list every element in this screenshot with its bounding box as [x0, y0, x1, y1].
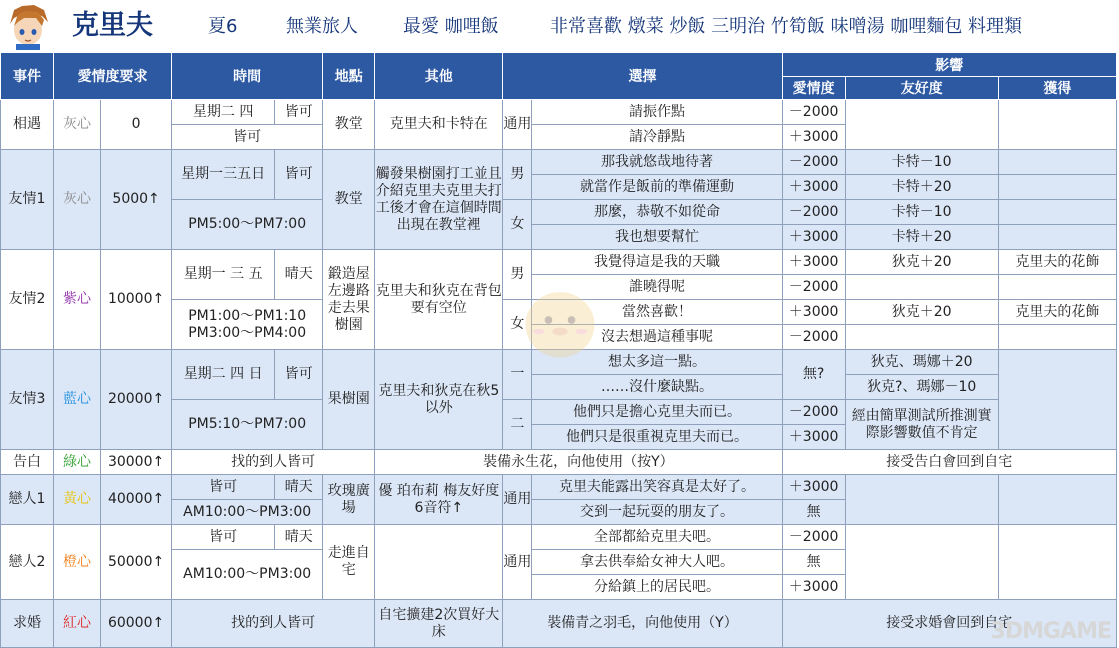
gain [998, 150, 1116, 175]
friendship-change [845, 275, 998, 300]
affection-change: ＋3000 [782, 575, 845, 600]
choice-text: 我也想要幫忙 [532, 225, 782, 250]
affection-requirement: 20000↑ [101, 350, 172, 450]
choice-text: 克里夫能露出笑容真是太好了。 [532, 475, 782, 500]
days: 星期一 三 五 [172, 250, 275, 300]
friendship-change: 卡特－10 [845, 150, 998, 175]
days: 皆可 [172, 475, 275, 500]
friendship-change [845, 475, 998, 525]
character-name: 克里夫 [72, 10, 153, 41]
gain [998, 350, 1116, 450]
time-range: 找的到人皆可 [172, 450, 375, 475]
event-name: 相遇 [1, 100, 54, 150]
influence-note: 接受求婚會回到自宅 [782, 600, 1116, 648]
table-row [1, 100, 1117, 125]
choice-group: 通用 [503, 100, 532, 150]
gain [998, 275, 1116, 300]
affection-change: ＋3000 [782, 425, 845, 450]
event-name: 友情1 [1, 150, 54, 250]
choice-group: 男 [503, 150, 532, 200]
other-condition: 克里夫和狄克在背包要有空位 [375, 250, 503, 350]
heart-level: 藍心 [54, 350, 101, 450]
heart-level: 紫心 [54, 250, 101, 350]
weather: 皆可 [275, 150, 323, 200]
gain: 克里夫的花飾 [998, 300, 1116, 325]
event-name: 求婚 [1, 600, 54, 648]
affection-change: 無? [782, 350, 845, 400]
choice-text: 沒去想過這種事呢 [532, 325, 782, 350]
table-row [1, 475, 1117, 500]
affection-change: ＋3000 [782, 300, 845, 325]
affection-change: －2000 [782, 150, 845, 175]
time-range: PM5:00～PM7:00 [172, 200, 323, 250]
place: 果樹園 [323, 350, 375, 450]
choice-group: 女 [503, 200, 532, 250]
weather: 晴天 [275, 525, 323, 550]
choice-group: 男 [503, 250, 532, 300]
choice-text: 當然喜歡！ [532, 300, 782, 325]
friendship-change: 狄克＋20 [845, 250, 998, 275]
gain [998, 525, 1116, 600]
character-header [0, 0, 1119, 52]
friendship-change [845, 325, 998, 350]
other-condition [375, 525, 503, 600]
affection-change: 無 [782, 550, 845, 575]
affection-change: －2000 [782, 325, 845, 350]
time-range: AM10:00～PM3:00 [172, 500, 323, 525]
col-event: 事件 [1, 53, 54, 100]
gain [998, 225, 1116, 250]
choice-text: 就當作是飯前的準備運動 [532, 175, 782, 200]
weather: 皆可 [275, 100, 323, 125]
affection-change: －2000 [782, 100, 845, 125]
time-range: PM5:10～PM7:00 [172, 400, 323, 450]
place: 教堂 [323, 150, 375, 250]
time-range: 找的到人皆可 [172, 600, 375, 648]
gain [998, 200, 1116, 225]
gain [998, 475, 1116, 525]
event-name: 戀人1 [1, 475, 54, 525]
gain: 克里夫的花飾 [998, 250, 1116, 275]
gain [998, 175, 1116, 200]
col-place: 地點 [323, 53, 375, 100]
friendship-note: 經由簡單測試所推測實際影響數值不肯定 [845, 400, 998, 450]
other-condition: 自宅擴建2次買好大床 [375, 600, 503, 648]
choice-text: 他們只是很重視克里夫而已。 [532, 425, 782, 450]
site-logo: 3DMGAME [990, 619, 1111, 644]
gain [998, 100, 1116, 150]
job: 無業旅人 [286, 16, 358, 37]
choice-text: ……沒什麼缺點。 [532, 375, 782, 400]
table-row [1, 450, 1117, 475]
choice-text: 分給鎮上的居民吧。 [532, 575, 782, 600]
choice-text: 我覺得這是我的天職 [532, 250, 782, 275]
event-name: 友情2 [1, 250, 54, 350]
friendship-change: 狄克＋20 [845, 300, 998, 325]
affection-requirement: 60000↑ [101, 600, 172, 648]
place: 教堂 [323, 100, 375, 150]
affection-requirement: 50000↑ [101, 525, 172, 600]
col-friendship: 友好度 [845, 77, 998, 100]
friendship-change: 卡特＋20 [845, 175, 998, 200]
affection-change: －2000 [782, 400, 845, 425]
friendship-change: 卡特－10 [845, 200, 998, 225]
days: 星期二 四 日 [172, 350, 275, 400]
gain [998, 325, 1116, 350]
affection-requirement: 40000↑ [101, 475, 172, 525]
choice-text: 拿去供奉給女神大人吧。 [532, 550, 782, 575]
liked-gifts: 非常喜歡 燉菜 炒飯 三明治 竹筍飯 味噌湯 咖哩麵包 料理類 [550, 16, 1023, 37]
col-gain: 獲得 [998, 77, 1116, 100]
choice-text: 想太多這一點。 [532, 350, 782, 375]
choice-group: 通用 [503, 525, 532, 600]
place: 玫瑰廣場 [323, 475, 375, 525]
weather: 晴天 [275, 475, 323, 500]
choice-group: 通用 [503, 475, 532, 525]
choice-text: 誰曉得呢 [532, 275, 782, 300]
col-other: 其他 [375, 53, 503, 100]
favorite-gift: 最愛 咖哩飯 [403, 16, 499, 37]
affection-requirement: 10000↑ [101, 250, 172, 350]
choice-text: 那我就悠哉地待著 [532, 150, 782, 175]
col-choice: 選擇 [503, 53, 782, 100]
weather: 皆可 [275, 350, 323, 400]
affection-change: －2000 [782, 525, 845, 550]
choice-text: 交到一起玩耍的朋友了。 [532, 500, 782, 525]
choice-group: 女 [503, 300, 532, 350]
heart-level: 橙心 [54, 525, 101, 600]
mascot-watermark-icon [512, 272, 608, 368]
days: 星期二 四 [172, 100, 275, 125]
affection-change: ＋3000 [782, 125, 845, 150]
choice-text: 他們只是擔心克里夫而已。 [532, 400, 782, 425]
choice-text: 全部都給克里夫吧。 [532, 525, 782, 550]
heart-level: 灰心 [54, 150, 101, 250]
affection-requirement: 5000↑ [101, 150, 172, 250]
affection-change: ＋3000 [782, 475, 845, 500]
table-row [1, 150, 1117, 175]
choice-group: 二 [503, 400, 532, 450]
birthday: 夏6 [208, 16, 238, 37]
time-range: PM1:00～PM1:10 PM3:00～PM4:00 [172, 300, 323, 350]
heart-level: 紅心 [54, 600, 101, 648]
other-condition: 克里夫和卡特在 [375, 100, 503, 150]
days: 星期一三五日 [172, 150, 275, 200]
affection-change: 無 [782, 500, 845, 525]
table-row [1, 250, 1117, 275]
event-name: 告白 [1, 450, 54, 475]
affection-change: ＋3000 [782, 250, 845, 275]
choice-text: 請振作點 [532, 100, 782, 125]
heart-level: 灰心 [54, 100, 101, 150]
friendship-change [845, 100, 998, 150]
friendship-change [845, 525, 998, 600]
choice-text: 裝備青之羽毛，向他使用（Y） [503, 600, 782, 648]
affection-change: －2000 [782, 275, 845, 300]
character-avatar [4, 2, 52, 50]
time-range: 皆可 [172, 125, 323, 150]
affection-change: ＋3000 [782, 225, 845, 250]
weather: 晴天 [275, 250, 323, 300]
col-affection: 愛情度 [782, 77, 845, 100]
col-affection-req: 愛情度要求 [54, 53, 172, 100]
days: 皆可 [172, 525, 275, 550]
friendship-change: 狄克?、瑪娜－10 [845, 375, 998, 400]
other-condition: 裝備永生花，向他使用（按Y） [375, 450, 782, 475]
event-name: 友情3 [1, 350, 54, 450]
friendship-change: 狄克、瑪娜＋20 [845, 350, 998, 375]
col-time: 時間 [172, 53, 323, 100]
place: 鍛造屋左邊路走去果樹園 [323, 250, 375, 350]
influence-note: 接受告白會回到自宅 [782, 450, 1116, 475]
choice-group: 一 [503, 350, 532, 400]
affection-change: －2000 [782, 200, 845, 225]
choice-text: 那麼，恭敬不如從命 [532, 200, 782, 225]
time-range: AM10:00～PM3:00 [172, 550, 323, 600]
affection-requirement: 0 [101, 100, 172, 150]
choice-text: 請冷靜點 [532, 125, 782, 150]
other-condition: 克里夫和狄克在秋5 以外 [375, 350, 503, 450]
col-influence: 影響 [782, 53, 1116, 77]
table-row [1, 600, 1117, 648]
other-condition: 觸發果樹園打工並且介紹克里夫克里夫打工後才會在這個時間出現在教堂裡 [375, 150, 503, 250]
event-name: 戀人2 [1, 525, 54, 600]
table-row [1, 525, 1117, 550]
heart-level: 綠心 [54, 450, 101, 475]
other-condition: 優 珀布莉 梅友好度 6音符↑ [375, 475, 503, 525]
friendship-change: 卡特＋20 [845, 225, 998, 250]
heart-level: 黃心 [54, 475, 101, 525]
place: 走進自宅 [323, 525, 375, 600]
affection-requirement: 30000↑ [101, 450, 172, 475]
affection-change: ＋3000 [782, 175, 845, 200]
